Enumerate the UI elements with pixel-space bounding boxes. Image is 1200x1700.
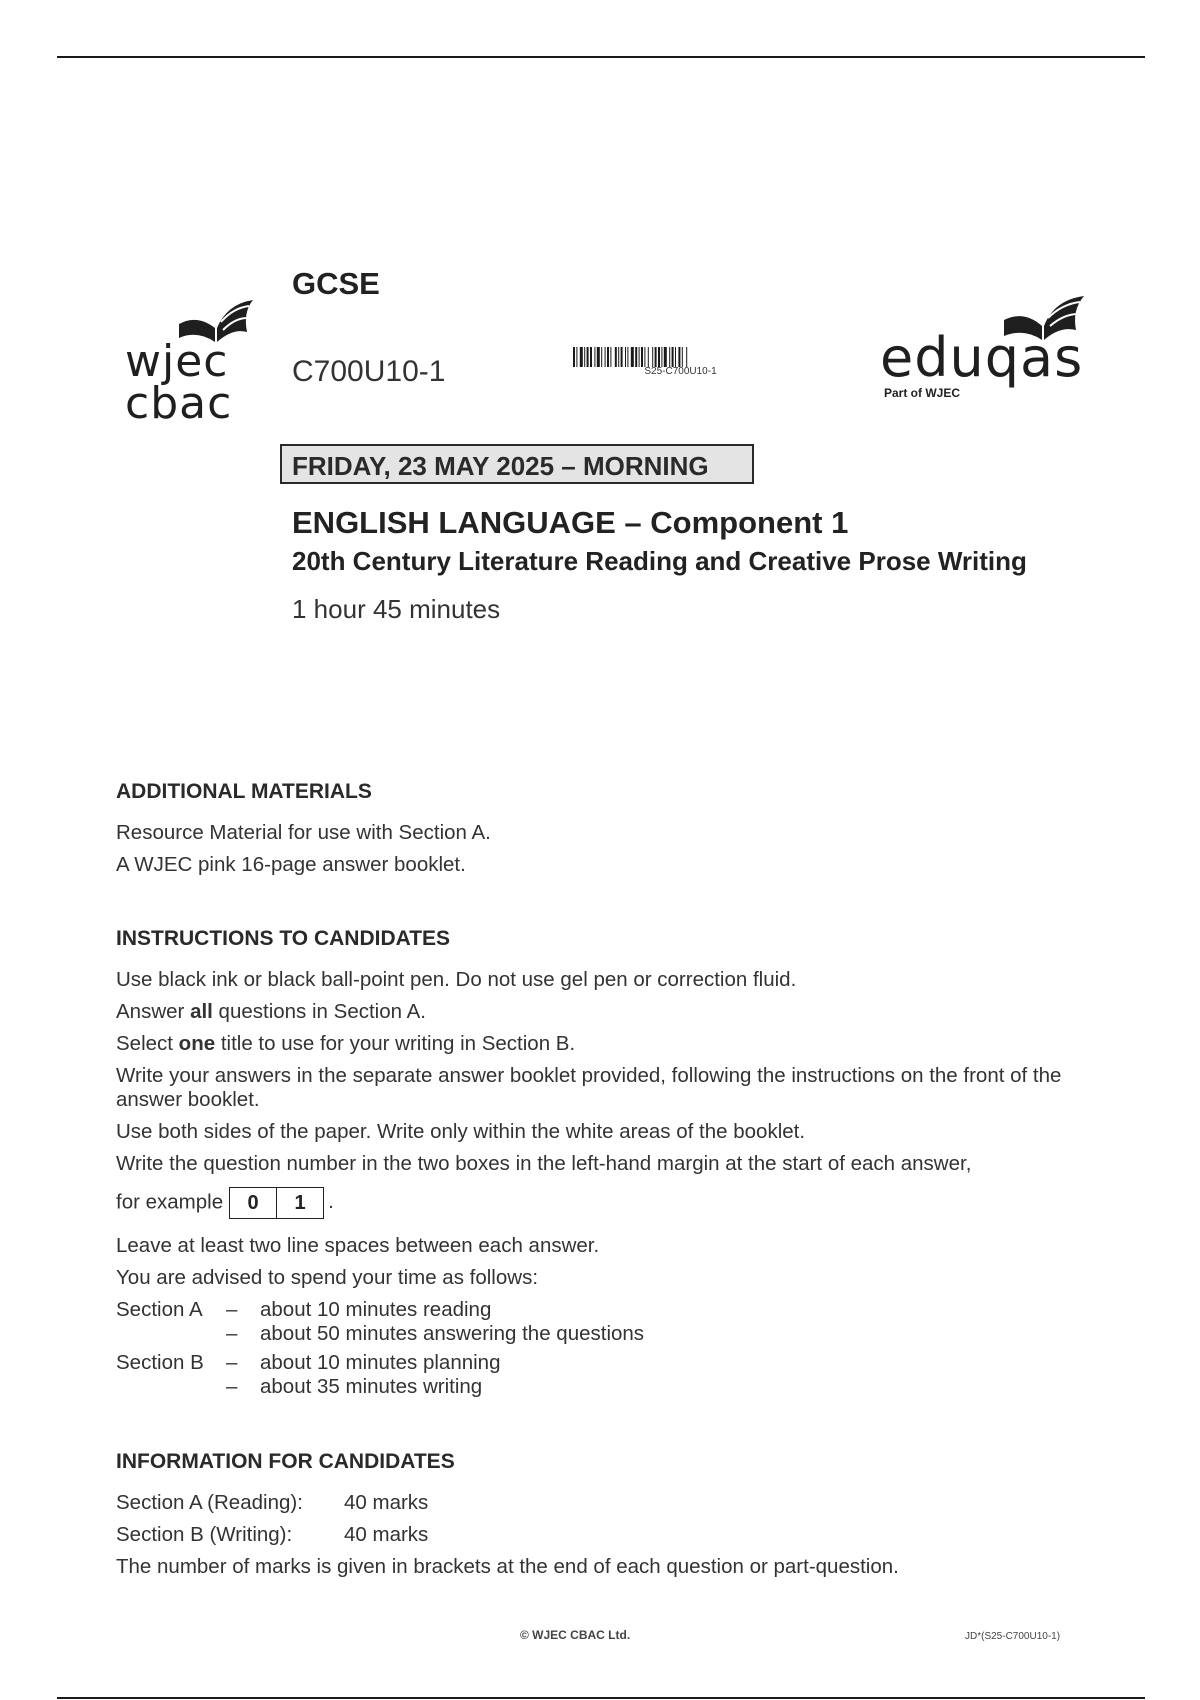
exam-date-box xyxy=(280,444,754,484)
material-line: A WJEC pink 16-page answer booklet. xyxy=(116,853,466,876)
section-heading: INSTRUCTIONS TO CANDIDATES xyxy=(116,927,451,950)
timing-row: Section B – about 10 minutes planning xyxy=(116,1351,501,1374)
eduqas-tagline: Part of WJEC xyxy=(884,386,961,400)
timing-table xyxy=(116,1298,1096,1398)
eduqas-logo xyxy=(880,294,1090,404)
exam-date: FRIDAY, 23 MAY 2025 – MORNING xyxy=(292,451,709,481)
section-heading: ADDITIONAL MATERIALS xyxy=(116,780,372,803)
instruction-line: Write the question number in the two boxes in the left-hand margin at the start of each answer, xyxy=(116,1152,972,1175)
top-rule xyxy=(57,56,1145,58)
cbac-text: cbac xyxy=(125,378,233,429)
paper-code: C700U10-1 xyxy=(292,355,446,388)
instruction-line: Select one title to use for your writing in Section B. xyxy=(116,1032,576,1055)
example-question-number-box: 0 1 xyxy=(229,1187,324,1219)
component-title: 20th Century Literature Reading and Creative Prose Writing xyxy=(292,546,1027,576)
instruction-line: Answer all questions in Section A. xyxy=(116,1000,426,1023)
wjec-cbac-logo xyxy=(125,298,255,428)
subject-title: ENGLISH LANGUAGE – Component 1 xyxy=(292,505,849,540)
marks-row: Section B (Writing): 40 marks xyxy=(116,1523,429,1546)
section-heading: INFORMATION FOR CANDIDATES xyxy=(116,1450,455,1473)
timing-row: Section A – about 10 minutes reading xyxy=(116,1298,492,1321)
exam-duration: 1 hour 45 minutes xyxy=(292,594,501,624)
example-line: for example 0 1 . xyxy=(116,1187,334,1219)
copyright-notice: © WJEC CBAC Ltd. xyxy=(520,1628,631,1642)
marks-row: Section A (Reading): 40 marks xyxy=(116,1491,429,1514)
material-line: Resource Material for use with Section A. xyxy=(116,821,491,844)
barcode-image xyxy=(573,347,788,367)
wjec-text: wjec xyxy=(125,336,229,387)
eduqas-text: eduqas xyxy=(880,326,1084,389)
instruction-line: Use black ink or black ball-point pen. Do not use gel pen or correction fluid. xyxy=(116,968,797,991)
marks-note: The number of marks is given in brackets at the end of each question or part-question. xyxy=(116,1555,899,1578)
instruction-line: You are advised to spend your time as follows: xyxy=(116,1266,539,1289)
bottom-rule xyxy=(57,1697,1145,1699)
paper-reference: JD*(S25-C700U10-1) xyxy=(965,1631,1061,1642)
additional-materials-section xyxy=(116,780,1096,880)
timing-row: – about 50 minutes answering the questions xyxy=(226,1322,645,1345)
barcode-text: S25-C700U10-1 xyxy=(644,366,717,377)
qualification-level: GCSE xyxy=(292,266,380,301)
instructions-section xyxy=(116,927,1096,1407)
instruction-line: Leave at least two line spaces between each answer. xyxy=(116,1234,600,1257)
instruction-line: Use both sides of the paper. Write only within the white areas of the booklet. xyxy=(116,1120,806,1143)
timing-row: – about 35 minutes writing xyxy=(226,1375,483,1398)
instruction-line: Write your answers in the separate answer booklet provided, following the instructions on the front of the answer booklet. xyxy=(116,1064,1062,1111)
information-section xyxy=(116,1450,1096,1580)
